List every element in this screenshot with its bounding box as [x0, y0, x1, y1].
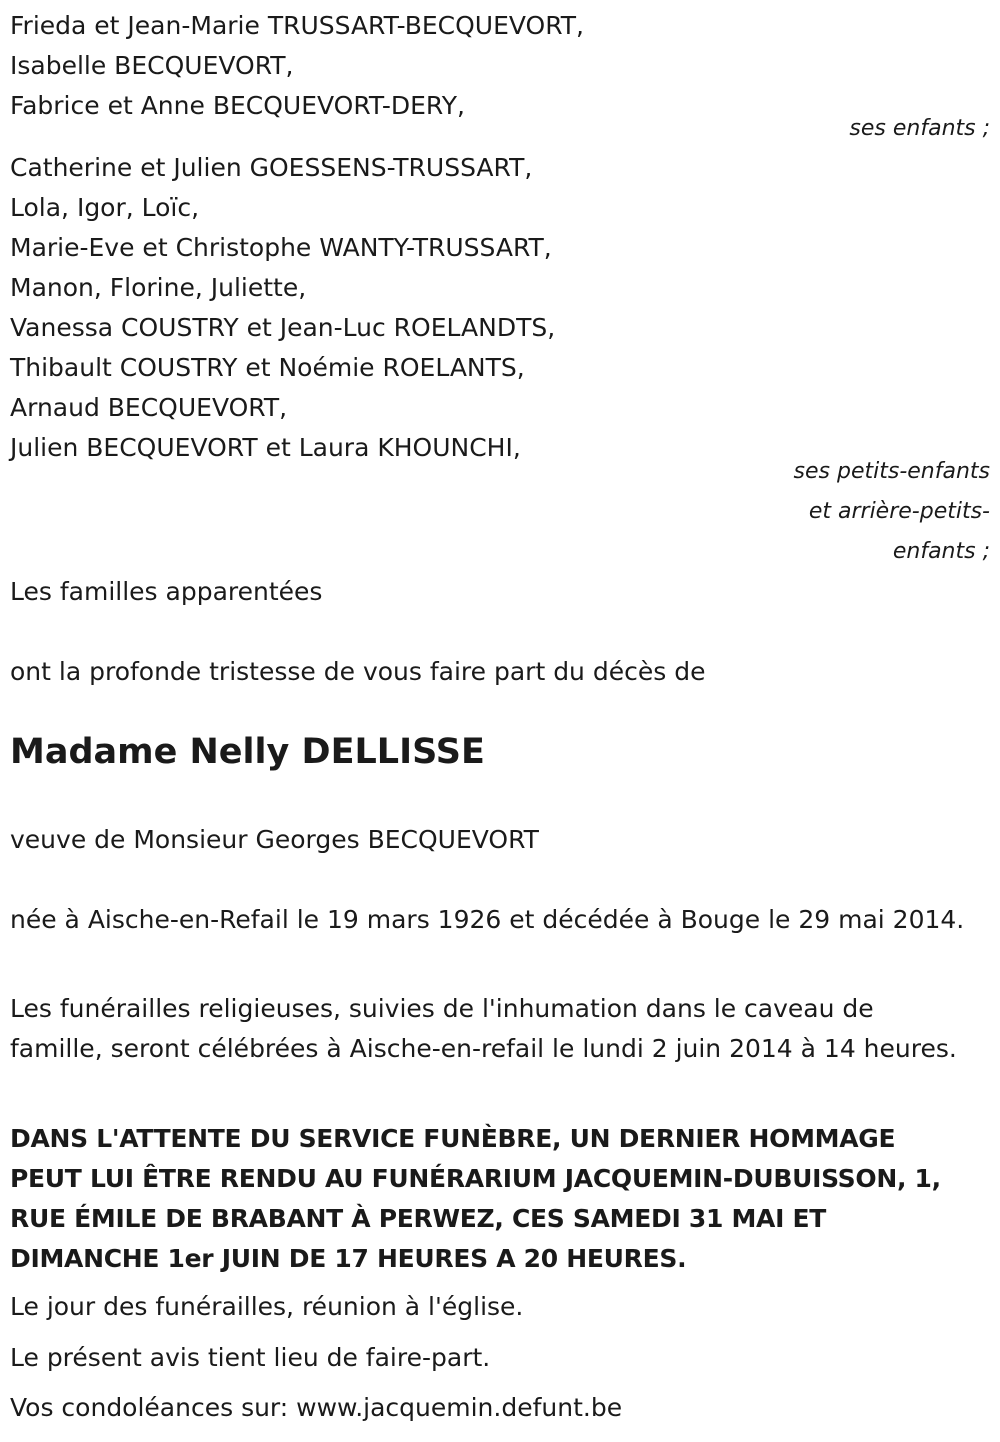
child-line-2: Isabelle BECQUEVORT,	[10, 51, 294, 80]
grandchild-line-8: Julien BECQUEVORT et Laura KHOUNCHI,	[10, 433, 521, 462]
related-families: Les familles apparentées	[10, 577, 323, 606]
birth-death: née à Aische-en-Refail le 19 mars 1926 et décédée à Bouge le 29 mai 2014.	[10, 905, 965, 934]
meeting-info: Le jour des funérailles, réunion à l'église.	[10, 1292, 524, 1321]
widow-of: veuve de Monsieur Georges BECQUEVORT	[10, 825, 539, 854]
condolences: Vos condoléances sur: www.jacquemin.defunt.be	[10, 1393, 623, 1422]
grandchildren-role-3: enfants ;	[892, 539, 990, 564]
grandchildren-role-1: ses petits-enfants	[793, 459, 990, 484]
children-role: ses enfants ;	[849, 116, 990, 141]
notice: Le présent avis tient lieu de faire-part.	[10, 1343, 491, 1372]
grandchild-line-7: Arnaud BECQUEVORT,	[10, 393, 288, 422]
grandchild-line-4: Manon, Florine, Juliette,	[10, 273, 307, 302]
grandchild-line-2: Lola, Igor, Loïc,	[10, 193, 200, 222]
grandchildren-role-2: et arrière-petits-	[808, 499, 990, 524]
grandchild-line-3: Marie-Eve et Christophe WANTY-TRUSSART,	[10, 233, 552, 262]
grandchild-line-5: Vanessa COUSTRY et Jean-Luc ROELANDTS,	[10, 313, 556, 342]
announcement: ont la profonde tristesse de vous faire part du décès de	[10, 657, 706, 686]
grandchild-line-1: Catherine et Julien GOESSENS-TRUSSART,	[10, 153, 533, 182]
child-line-3: Fabrice et Anne BECQUEVORT-DERY,	[10, 91, 465, 120]
child-line-1: Frieda et Jean-Marie TRUSSART-BECQUEVORT,	[10, 11, 584, 40]
funeral-info: Les funérailles religieuses, suivies de l'inhumation dans le caveau de famille, seront célébrées à Aische-en-refail le lundi 2 juin 2014 à 14 heures.	[10, 994, 957, 1063]
tribute-info: DANS L'ATTENTE DU SERVICE FUNÈBRE, UN DERNIER HOMMAGE PEUT LUI ÊTRE RENDU AU FUNÉRARIUM JACQUEMIN-DUBUISSON, 1, RUE ÉMILE DE BRABANT À PERWEZ, CES SAMEDI 31 MAI ET DIMANCHE 1er JUIN DE 17 HEURES A 20 HEURES.	[10, 1124, 941, 1273]
grandchild-line-6: Thibault COUSTRY et Noémie ROELANTS,	[10, 353, 525, 382]
deceased-name: Madame Nelly DELLISSE	[10, 732, 485, 772]
